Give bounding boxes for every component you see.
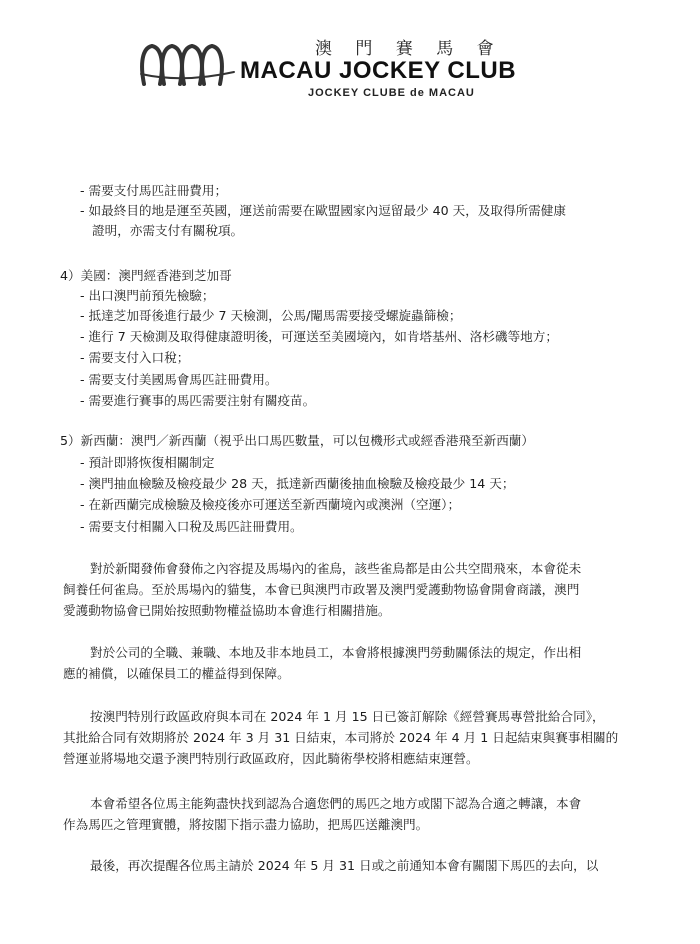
paragraph-line: 最後，再次提醒各位馬主請於 2024 年 5 月 31 日或之前通知本會有關閣下馬匹的去向，以 — [90, 858, 599, 873]
paragraph-line: 應的補償，以確保員工的權益得到保障。 — [63, 666, 290, 681]
paragraph-line: 其批給合同有效期將於 2024 年 3 月 31 日結束，本司將於 2024 年 4 月 1 日起結束與賽事相關的 — [63, 730, 619, 745]
list-item: - 需要支付美國馬會馬匹註冊費用。 — [80, 372, 278, 387]
org-name-portuguese: JOCKEY CLUBE de MACAU — [308, 87, 475, 99]
letterhead — [0, 0, 700, 110]
list-item: - 澳門抽血檢驗及檢疫最少 28 天，抵達新西蘭後抽血檢驗及檢疫最少 14 天； — [80, 476, 515, 491]
paragraph-line: 按澳門特別行政區政府與本司在 2024 年 1 月 15 日已簽訂解除《經營賽馬專營批給合同》， — [90, 709, 605, 724]
org-name-chinese: 澳 門 賽 馬 會 — [315, 39, 503, 59]
list-item: - 需要支付馬匹註冊費用； — [80, 183, 228, 198]
paragraph-line: 本會希望各位馬主能夠盡快找到認為合適您們的馬匹之地方或閣下認為合適之轉讓，本會 — [90, 796, 582, 811]
section-heading: 4）美國：澳門經香港到芝加哥 — [60, 268, 232, 283]
org-name-english: MACAU JOCKEY CLUB — [240, 57, 517, 84]
list-item: - 預計即將恢復相關制定 — [80, 455, 215, 470]
section-heading: 5）新西蘭：澳門／新西蘭（視乎出口馬匹數量，可以包機形式或經香港飛至新西蘭） — [60, 433, 534, 448]
paragraph-line: 營運並將場地交還予澳門特別行政區政府，因此騎術學校將相應結束運營。 — [63, 751, 479, 766]
paragraph-line: 飼養任何雀鳥。至於馬場內的貓隻，本會已與澳門市政署及澳門愛護動物協會開會商議，澳門 — [63, 582, 580, 597]
list-item: - 在新西蘭完成檢驗及檢疫後亦可運送至新西蘭境內或澳洲（空運）； — [80, 497, 461, 512]
paragraph-line: 作為馬匹之管理實體，將按閣下指示盡力協助，把馬匹送離澳門。 — [63, 817, 429, 832]
list-item: - 進行 7 天檢測及取得健康證明後，可運送至美國境內，如肯塔基州、洛杉磯等地方； — [80, 329, 558, 344]
list-item: - 需要支付入口稅； — [80, 350, 190, 365]
horseshoe-logo-icon — [138, 34, 238, 94]
paragraph-line: 愛護動物協會已開始按照動物權益協助本會進行相關措施。 — [63, 603, 391, 618]
list-item: - 出口澳門前預先檢驗； — [80, 288, 215, 303]
list-item: - 需要進行賽事的馬匹需要注射有關疫苗。 — [80, 393, 316, 408]
list-item: - 如最終目的地是運至英國，運送前需要在歐盟國家內逗留最少 40 天，及取得所需健康 — [80, 203, 566, 218]
list-item: 證明，亦需支付有關稅項。 — [92, 223, 244, 238]
list-item: - 需要支付相關入口稅及馬匹註冊費用。 — [80, 519, 303, 534]
paragraph-line: 對於公司的全職、兼職、本地及非本地員工，本會將根據澳門勞動關係法的規定，作出相 — [90, 645, 582, 660]
paragraph-line: 對於新聞發佈會發佈之內容提及馬場內的雀鳥，該些雀鳥都是由公共空間飛來，本會從未 — [90, 561, 582, 576]
list-item: - 抵達芝加哥後進行最少 7 天檢測，公馬/閹馬需要接受螺旋蟲篩檢； — [80, 308, 462, 323]
